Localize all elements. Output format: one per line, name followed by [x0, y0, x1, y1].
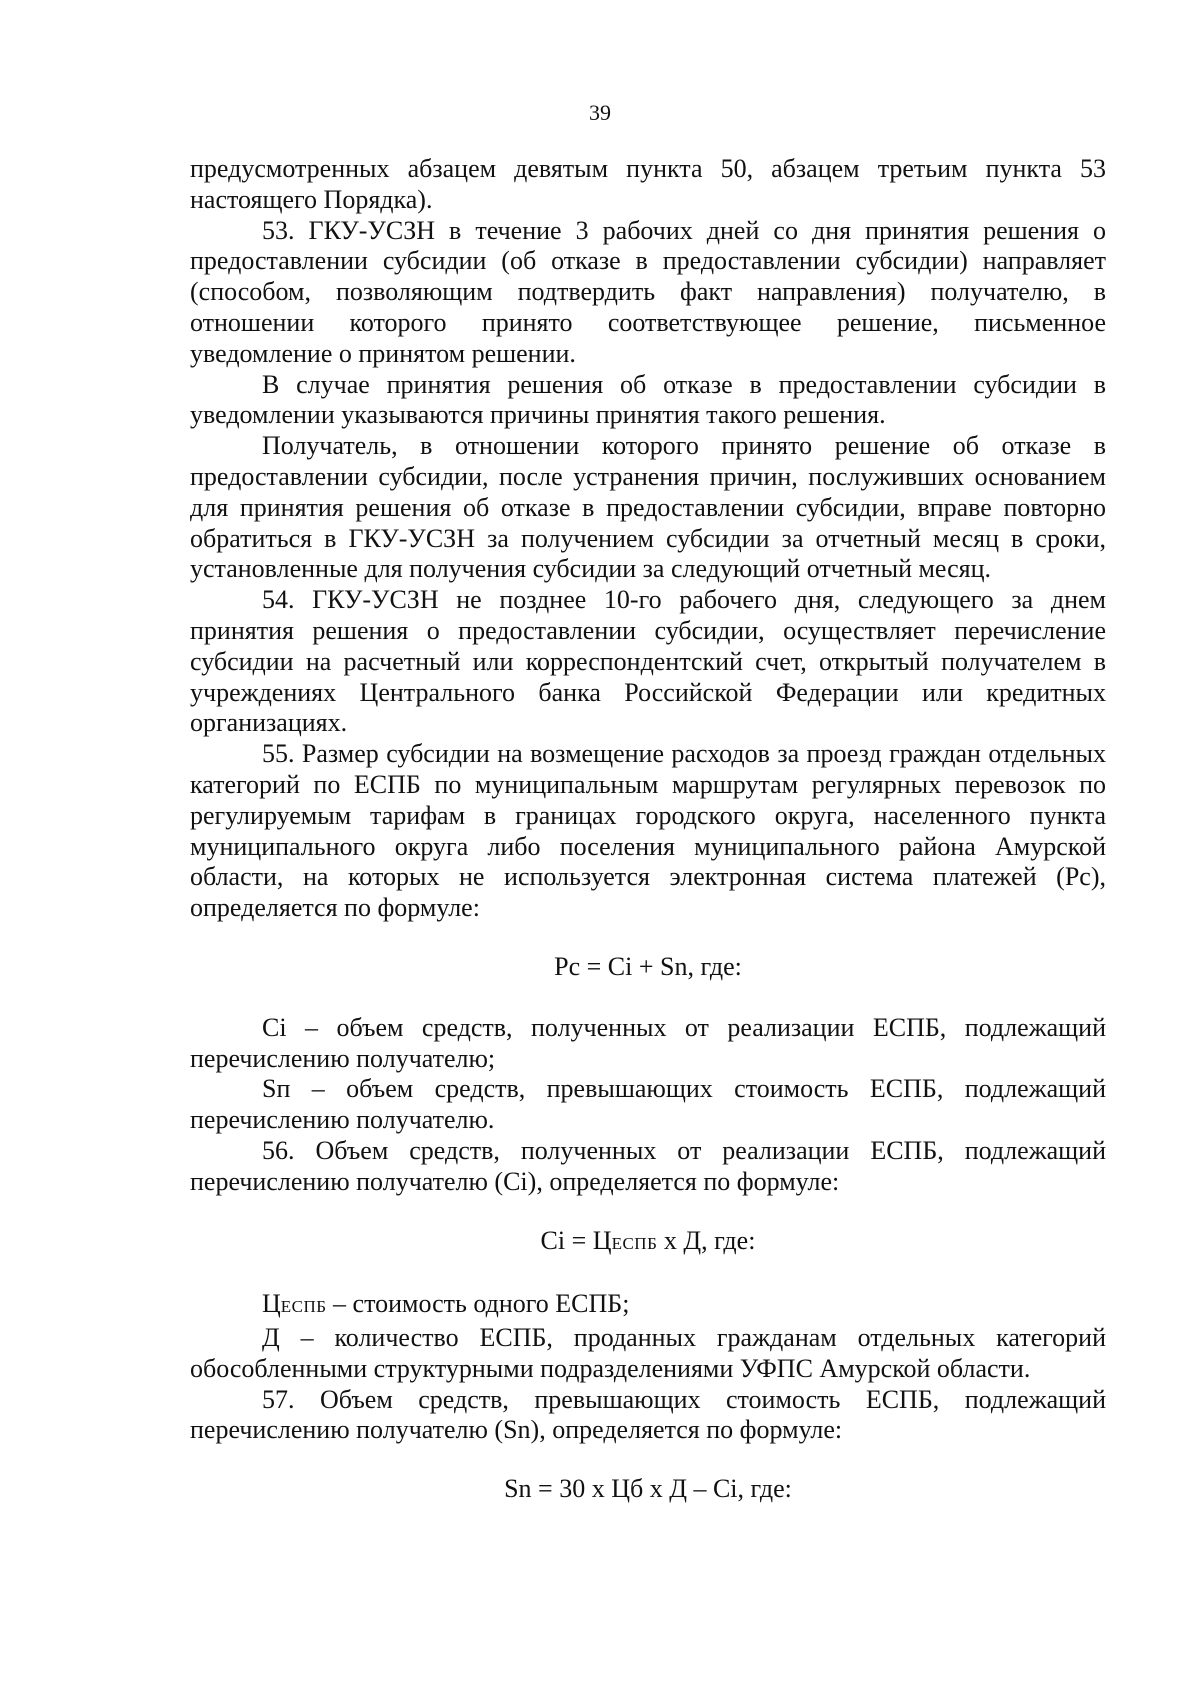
paragraph-continuation: предусмотренных абзацем девятым пункта 50, абзацем третьим пункта 53 настоящего Порядка).	[190, 154, 1106, 214]
tsespb-rest: – стоимость одного ЕСПБ;	[326, 1289, 630, 1319]
definition-sn: Sп – объем средств, превышающих стоимость ЕСПБ, подлежащий перечислению получателю.	[190, 1074, 1106, 1135]
formula-ci-main: Сi = Ц	[540, 1225, 612, 1255]
paragraph-53: 53. ГКУ-УСЗН в течение 3 рабочих дней со дня принятия решения о предоставлении субсидии (об отказе в предоставлении субсидии) направляет (способом, позволяющим подтвердить факт направления) получателю, в отношении которого принято соответствующее решение, письменное уведомление о принятом решении.	[190, 215, 1106, 368]
definition-tsespb	[190, 1289, 1106, 1323]
definition-d: Д – количество ЕСПБ, проданных гражданам отдельных категорий обособленными структурными подразделениями УФПС Амурской области.	[190, 1323, 1106, 1383]
paragraph-53-reapply: Получатель, в отношении которого принято решение об отказе в предоставлении субсидии, после устранения причин, послуживших основанием для принятия решения об отказе в предоставлении субсидии, вправе повторно обратиться в ГКУ-УСЗН за получением субсидии за отчетный месяц в сроки, установленные для получения субсидии за следующий отчетный месяц.	[190, 431, 1106, 584]
paragraph-56: 56. Объем средств, полученных от реализации ЕСПБ, подлежащий перечислению получателю (Сi), определяется по формуле:	[190, 1135, 1106, 1196]
document-body	[190, 154, 1106, 1535]
page-number: 39	[589, 100, 611, 125]
tsespb-subscript: ЕСПБ	[280, 1297, 327, 1317]
definition-ci: Сi – объем средств, полученных от реализации ЕСПБ, подлежащий перечислению получателю;	[190, 1012, 1106, 1073]
formula-rc: Рс = Сi + Sn, где:	[554, 951, 742, 981]
paragraph-55: 55. Размер субсидии на возмещение расходов за проезд граждан отдельных категорий по ЕСПБ по муниципальным маршрутам регулярных перевозок по регулируемым тарифам в границах городского округа, населенного пункта муниципального округа либо поселения муниципального района Амурской области, на которых не используется электронная система платежей (Рс), определяется по формуле:	[190, 739, 1106, 923]
paragraph-54: 54. ГКУ-УСЗН не позднее 10-го рабочего дня, следующего за днем принятия решения о предоставлении субсидии, осуществляет перечисление субсидии на расчетный или корреспондентский счет, открытый получателем в учреждениях Центрального банка Российской Федерации или кредитных организациях.	[190, 585, 1106, 738]
formula-ci	[190, 1226, 1106, 1260]
formula-ci-rest: х Д, где:	[657, 1225, 756, 1255]
tsespb-main: Ц	[262, 1289, 281, 1319]
paragraph-57: 57. Объем средств, превышающих стоимость ЕСПБ, подлежащий перечислению получателю (Sn), определяется по формуле:	[190, 1384, 1106, 1445]
paragraph-53-refusal-reasons: В случае принятия решения об отказе в предоставлении субсидии в уведомлении указываются причины принятия такого решения.	[190, 369, 1106, 430]
formula-sn: Sn = 30 х Цб х Д – Сi, где:	[504, 1474, 792, 1504]
formula-ci-subscript: ЕСПБ	[611, 1233, 658, 1253]
